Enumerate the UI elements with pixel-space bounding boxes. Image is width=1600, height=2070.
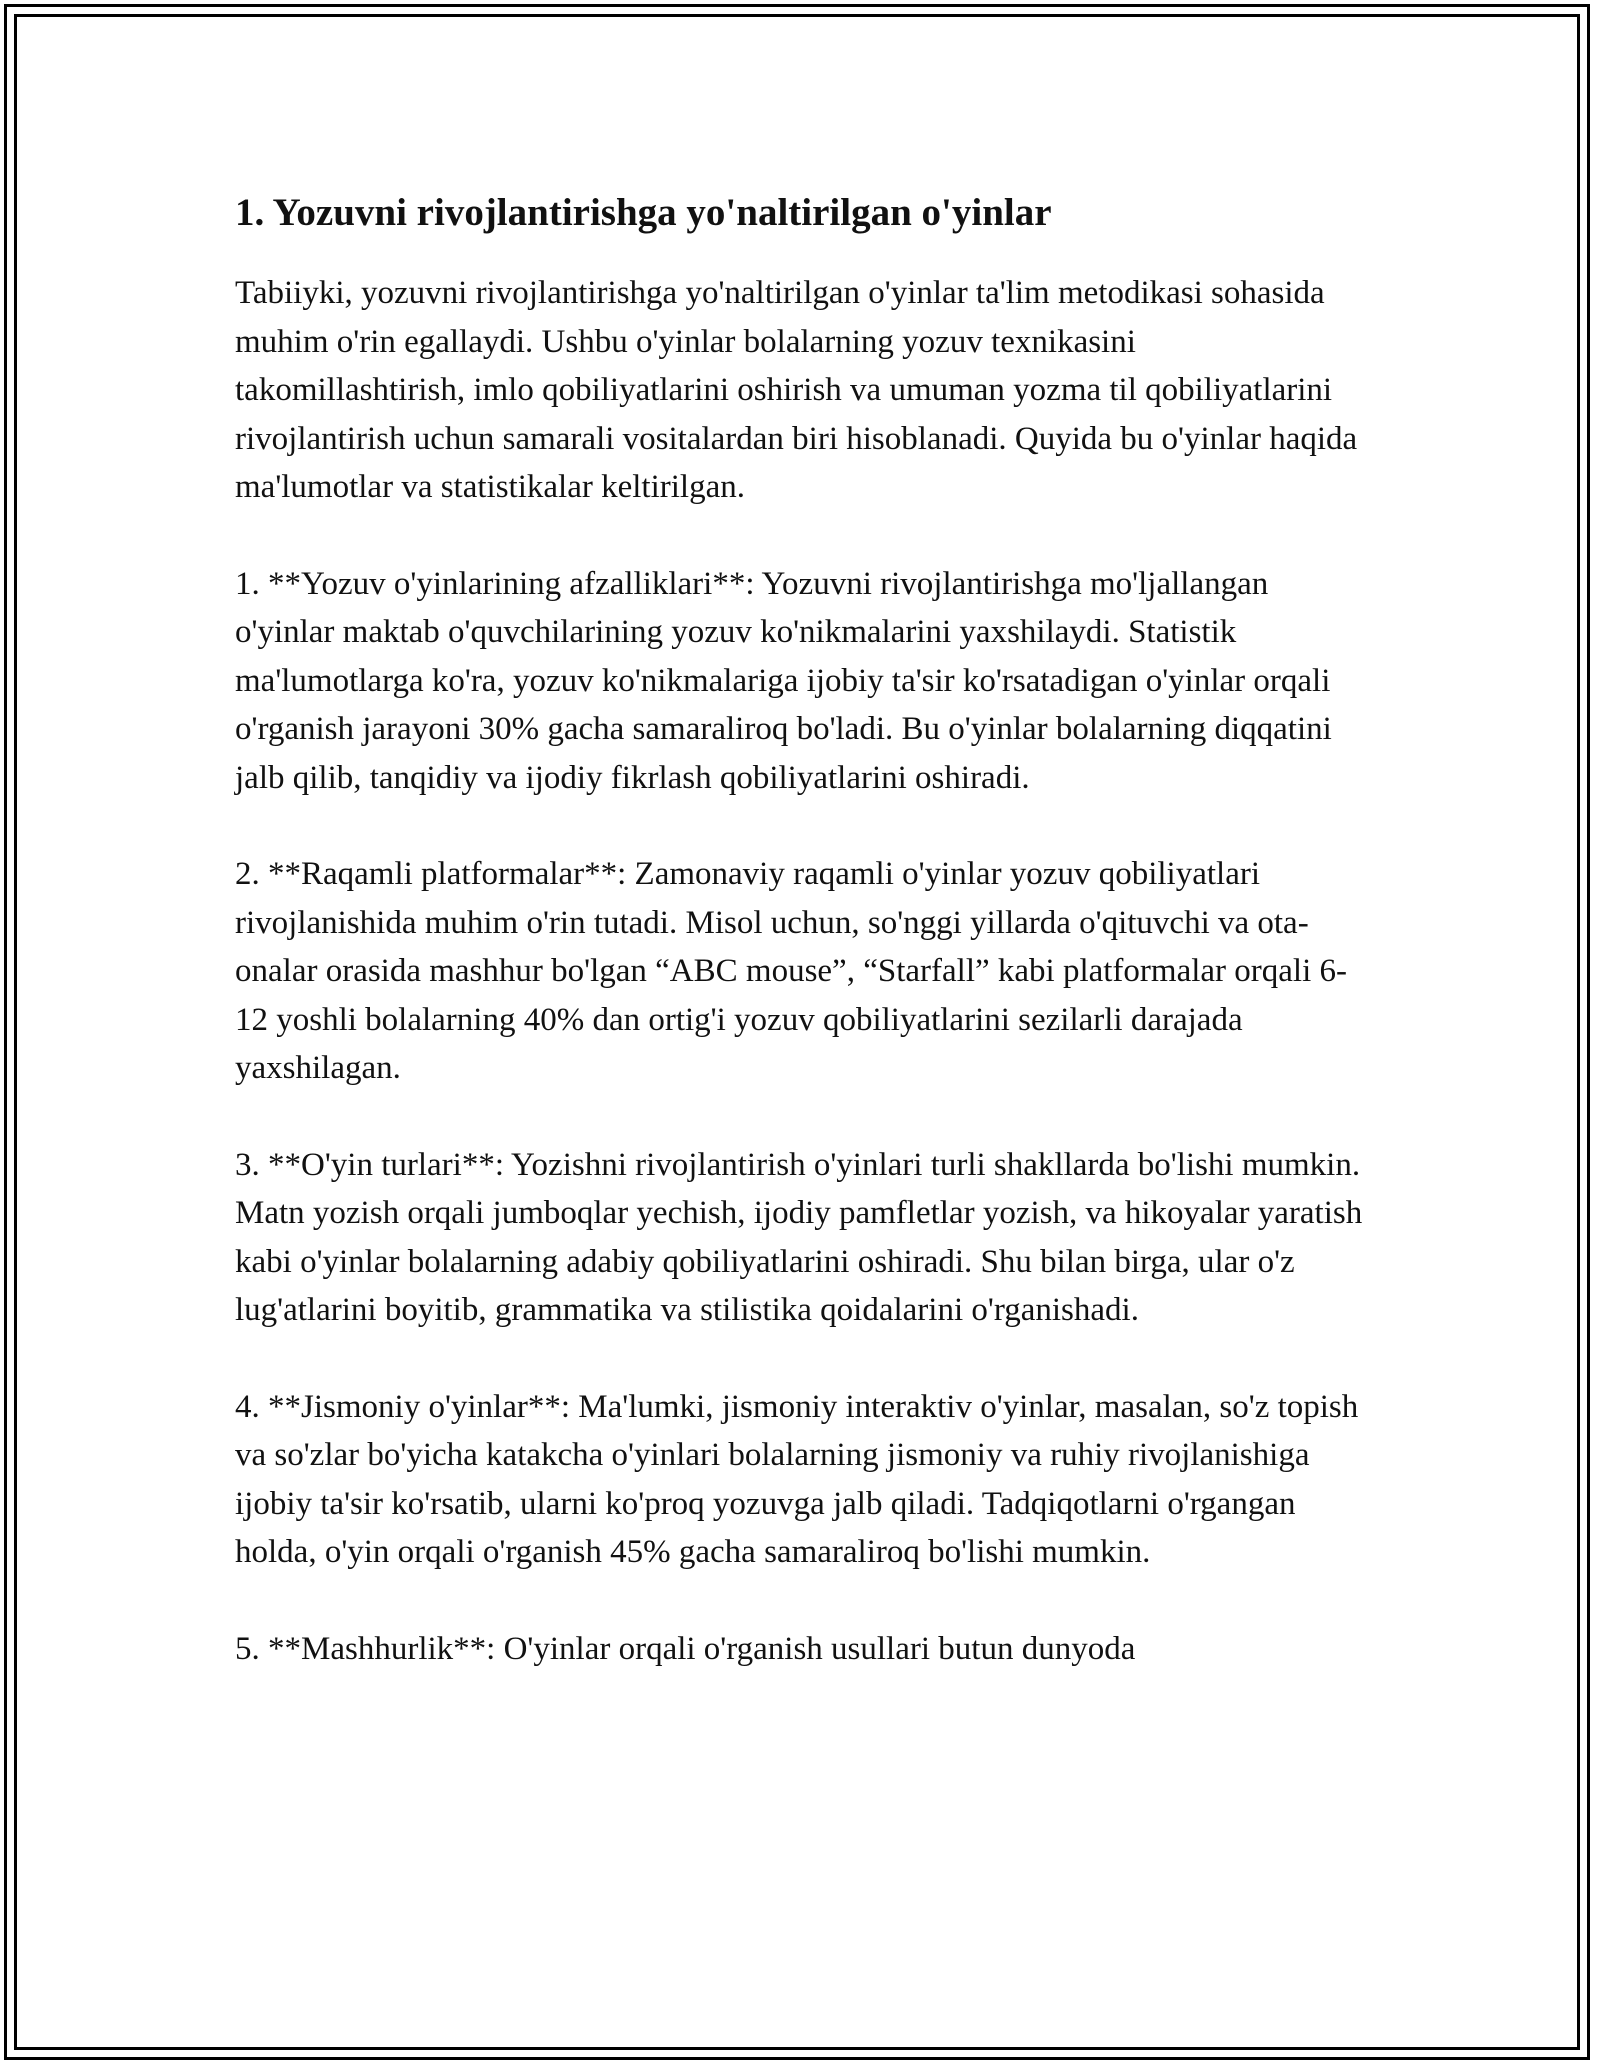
document-body (235, 185, 1365, 1721)
section-heading: 1. Yozuvni rivojlantirishga yo'naltirilgan o'yinlar (235, 191, 1052, 234)
intro-paragraph: Tabiiyki, yozuvni rivojlantirishga yo'naltirilgan o'yinlar ta'lim metodikasi sohasida muhim o'rin egallaydi. Ushbu o'yinlar bolalarning yozuv texnikasini takomillashtirish, imlo qobiliyatlarini oshirish va umuman yozma til qobiliyatlarini rivojlantirish uchun samarali vositalardan biri hisoblanadi. Quyida bu o'yinlar haqida ma'lumotlar va statistikalar keltirilgan. (235, 275, 1358, 505)
paragraph-popularity: 5. **Mashhurlik**: O'yinlar orqali o'rganish usullari butun dunyoda (235, 1630, 1136, 1667)
paragraph-game-types: 3. **O'yin turlari**: Yozishni rivojlantirish o'yinlari turli shakllarda bo'lishi mumkin. Matn yozish orqali jumboqlar yechish, ijodiy pamfletlar yozish, va hikoyalar yaratish kabi o'yinlar bolalarning adabiy qobiliyatlarini oshiradi. Shu bilan birga, ular o'z lug'atlarini boyitib, grammatika va stilistika qoidalarini o'rganishadi. (235, 1146, 1363, 1328)
paragraph-advantages: 1. **Yozuv o'yinlarining afzalliklari**: Yozuvni rivojlantirishga mo'ljallangan o'yinlar maktab o'quvchilarining yozuv ko'nikmalarini yaxshilaydi. Statistik ma'lumotlarga ko'ra, yozuv ko'nikmalariga ijobiy ta'sir ko'rsatadigan o'yinlar orqali o'rganish jarayoni 30% gacha samaraliroq bo'ladi. Bu o'yinlar bolalarning diqqatini jalb qilib, tanqidiy va ijodiy fikrlash qobiliyatlarini oshiradi. (235, 565, 1332, 796)
paragraph-physical-games: 4. **Jismoniy o'yinlar**: Ma'lumki, jismoniy interaktiv o'yinlar, masalan, so'z topish va so'zlar bo'yicha katakcha o'yinlari bolalarning jismoniy va ruhiy rivojlanishiga ijobiy ta'sir ko'rsatib, ularni ko'proq yozuvga jalb qiladi. Tadqiqotlarni o'rgangan holda, o'yin orqali o'rganish 45% gacha samaraliroq bo'lishi mumkin. (235, 1388, 1359, 1570)
paragraph-digital-platforms: 2. **Raqamli platformalar**: Zamonaviy raqamli o'yinlar yozuv qobiliyatlari rivojlanishida muhim o'rin tutadi. Misol uchun, so'nggi yillarda o'qituvchi va ota-onalar orasida mashhur bo'lgan “ABC mouse”, “Starfall” kabi platformalar orqali 6-12 yoshli bolalarning 40% dan ortig'i yozuv qobiliyatlarini sezilarli darajada yaxshilagan. (235, 856, 1347, 1086)
